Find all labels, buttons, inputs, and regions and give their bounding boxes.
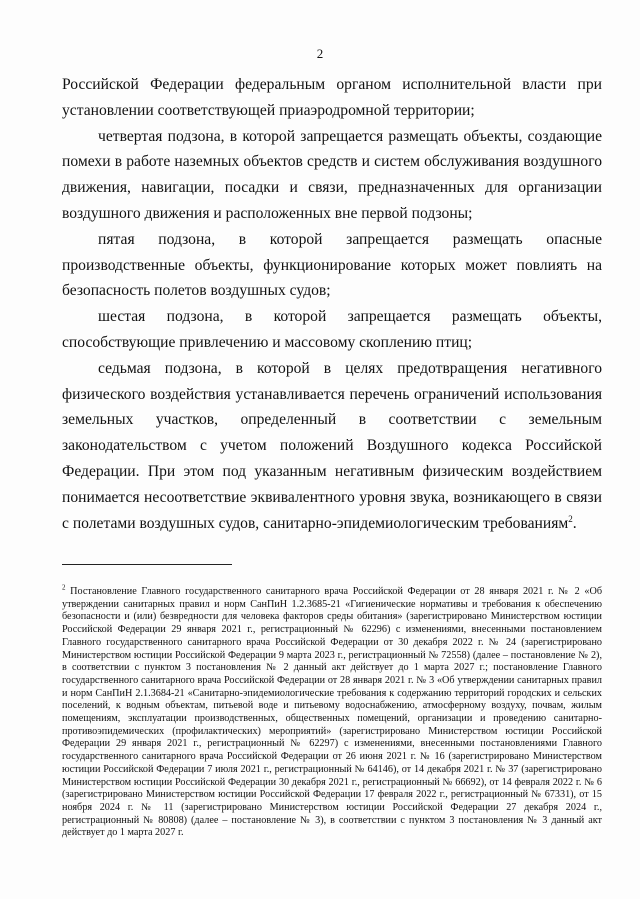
paragraph-subzone-6: шестая подзона, в которой запрещается размещать объекты, способствующие привлечению и массовому скоплению птиц; bbox=[62, 308, 602, 351]
body-text bbox=[62, 72, 602, 536]
footnote-mark: 2 bbox=[62, 583, 66, 592]
paragraph-continuation: Российской Федерации федеральным органом исполнительной власти при установлении соответствующей приаэродромной территории; bbox=[62, 76, 602, 119]
paragraph-subzone-7-text: седьмая подзона, в которой в целях предотвращения негативного физического воздействия устанавливается перечень ограничений использования земельных участков, определенный в соответствии с земельным законодательством с учетом положений Воздушного кодекса Российской Федерации. При этом под указанным негативным физическим воздействием понимается несоответствие эквивалентного уровня звука, возникающего в связи с полетами воздушных судов, санитарно-эпидемиологическим требованиям bbox=[62, 359, 602, 532]
paragraph-subzone-5: пятая подзона, в которой запрещается размещать опасные производственные объекты, функционирование которых может повлиять на безопасность полетов воздушных судов; bbox=[62, 230, 602, 300]
footnote-text: Постановление Главного государственного санитарного врача Российской Федерации от 28 января 2021 г. № 2 «Об утверждении санитарных правил и норм СанПиН 1.2.3685-21 «Гигиенические нормативы и требования к обеспечению безопасности и (или) безвредности для человека факторов среды обитания» (зарегистрировано Министерством юстиции Российской Федерации 29 января 2021 г., регистрационный № 62296) с изменениями, внесенными постановлением Главного государственного санитарного врача Российской Федерации от 30 декабря 2022 г. № 24 (зарегистрировано Министерством юстиции Российской Федерации 9 марта 2023 г., регистрационный № 72558) (далее – постановление № 2), в соответствии с пунктом 3 постановления № 2 данный акт действует до 1 марта 2027 г.; постановление Главного государственного санитарного врача Российской Федерации от 28 января 2021 г. № 3 «Об утверждении санитарных правил и норм СанПиН 2.1.3684-21 «Санитарно-эпидемиологические требования к содержанию территорий городских и сельских поселений, к водным объектам, питьевой воде и питьевому водоснабжению, атмосферному воздуху, почвам, жилым помещениям, эксплуатации производственных, общественных помещений, организации и проведению санитарно-противоэпидемических (профилактических) мероприятий» (зарегистрировано Министерством юстиции Российской Федерации 29 января 2021 г., регистрационный № 62297) с изменениями, внесенными постановлениями Главного государственного санитарного врача Российской Федерации от 26 июня 2021 г. № 16 (зарегистрировано Министерством юстиции Российской Федерации 7 июля 2021 г., регистрационный № 64146), от 14 декабря 2021 г. № 37 (зарегистрировано Министерством юстиции Российской Федерации 30 декабря 2021 г., регистрационный № 66692), от 14 февраля 2022 г. № 6 (зарегистрировано Министерством юстиции Российской Федерации 17 февраля 2022 г., регистрационный № 67331), от 15 ноября 2024 г. № 11 (зарегистрировано Министерством юстиции Российской Федерации 27 декабря 2024 г., регистрационный № 80808) (далее – постановление № 3), в соответствии с пунктом 3 постановления № 3 данный акт действует до 1 марта 2027 г. bbox=[62, 586, 603, 839]
footnote-reference: 2 bbox=[568, 513, 573, 524]
footnote-separator bbox=[62, 564, 232, 565]
footnote bbox=[62, 583, 603, 840]
paragraph-subzone-4: четвертая подзона, в которой запрещается размещать объекты, создающие помехи в работе наземных объектов средств и систем обслуживания воздушного движения, навигации, посадки и связи, предназначенных для организации воздушного движения и расположенных вне первой подзоны; bbox=[62, 127, 602, 222]
paragraph-subzone-7: седьмая подзона, в которой в целях предотвращения негативного физического воздействия устанавливается перечень ограничений использования земельных участков, определенный в соответствии с земельным законодательством с учетом положений Воздушного кодекса Российской Федерации. При этом под указанным негативным физическим воздействием понимается несоответствие эквивалентного уровня звука, возникающего в связи с полетами воздушных судов, санитарно-эпидемиологическим требованиям$^2$. bbox=[62, 359, 602, 532]
page-number: 2 bbox=[316, 46, 324, 61]
